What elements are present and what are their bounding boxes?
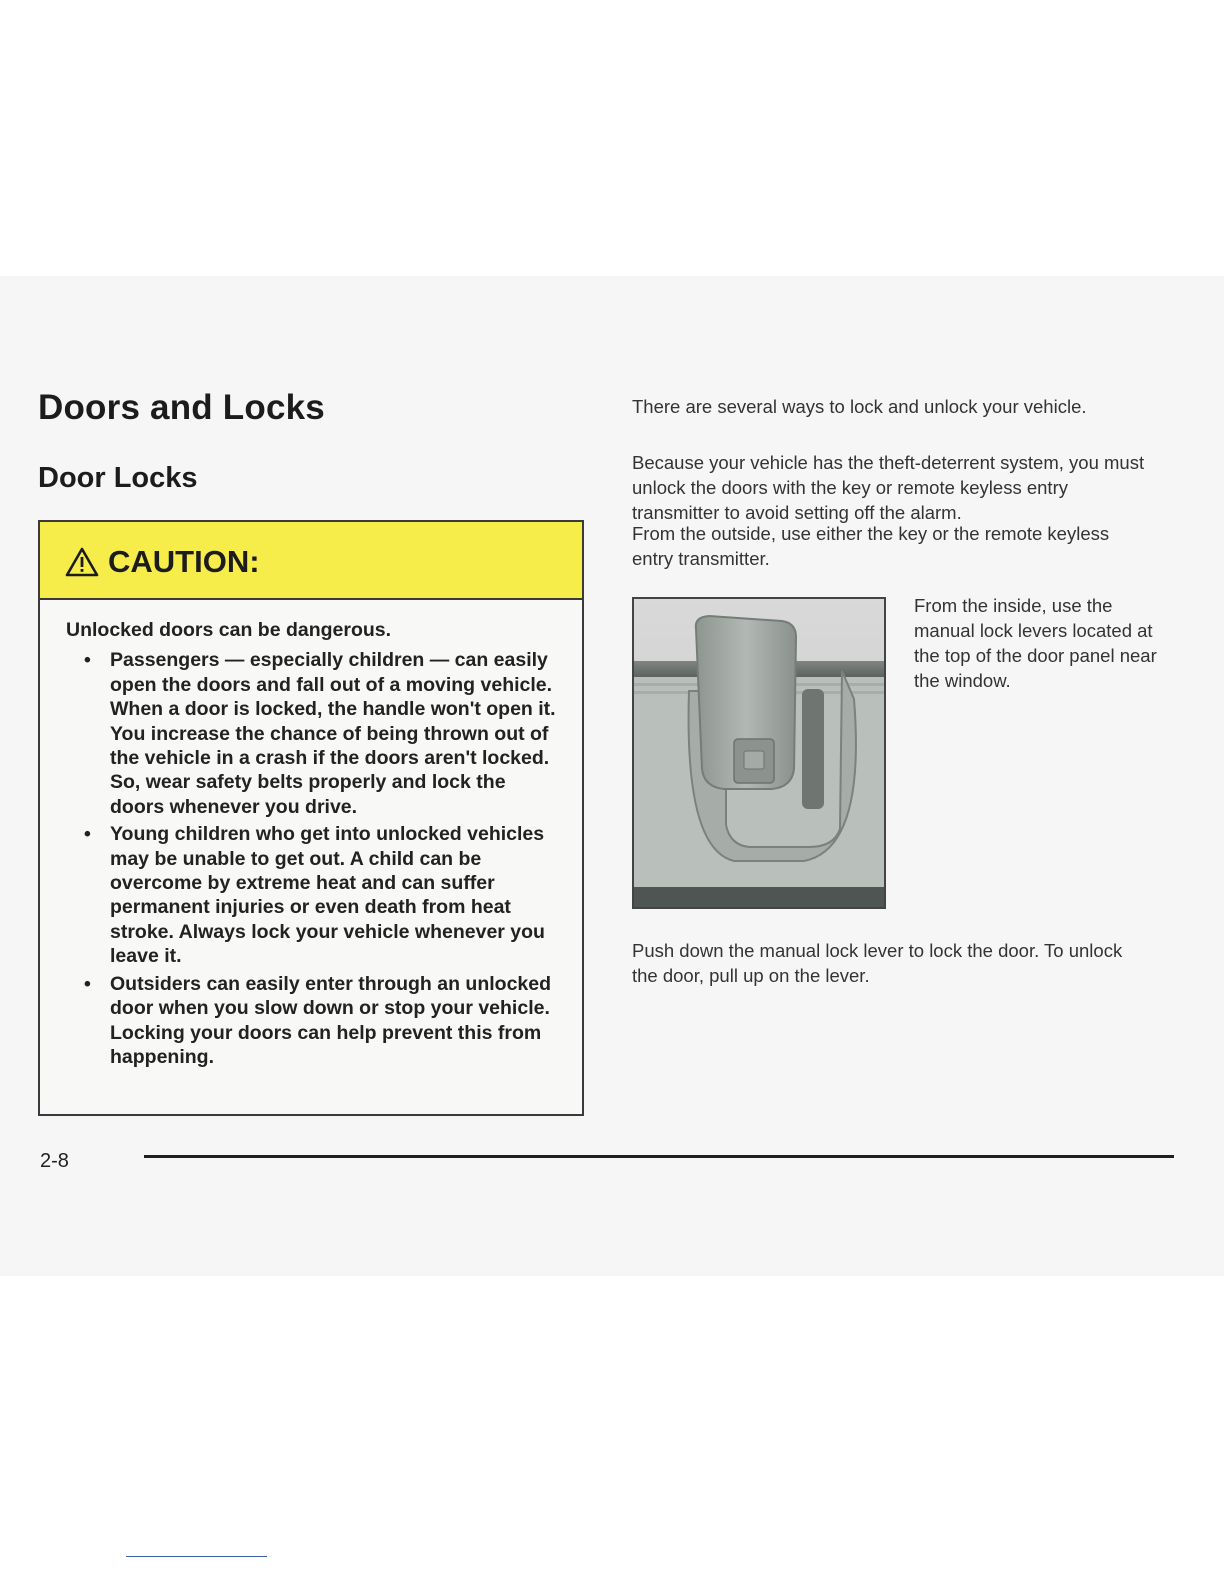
caution-box xyxy=(38,520,584,1116)
caution-title: CAUTION: xyxy=(108,544,260,579)
door-lock-lever-photo xyxy=(632,597,886,909)
caution-bullet-text: Young children who get into unlocked vehicles may be unable to get out. A child can be overcome by extreme heat and can suffer permanent injuries or even death from heat stroke. Always lock your vehicle whenever you leave it. xyxy=(110,823,545,968)
caution-bullet-text: Outsiders can easily enter through an unlocked door when you slow down or stop your vehicle. Locking your doors can help prevent this from happening. xyxy=(110,972,552,1068)
caution-header xyxy=(40,522,582,600)
paragraph-inside: From the inside, use the manual lock levers located at the top of the door panel near the window. xyxy=(914,595,1157,691)
page-number: 2-8 xyxy=(40,1150,69,1172)
footer-rule xyxy=(144,1155,1174,1158)
section-heading: Door Locks xyxy=(38,462,198,494)
paragraph-push-down: Push down the manual lock lever to lock the door. To unlock the door, pull up on the lever. xyxy=(632,940,1123,986)
page-title: Doors and Locks xyxy=(38,388,325,427)
caution-bullet-text: Passengers — especially children — can easily open the doors and fall out of a moving vehicle. When a door is locked, the handle won't open it. You increase the chance of being thrown out of the vehicle in a crash if the doors aren't locked. So, wear safety belts properly and lock the doors whenever you drive. xyxy=(110,649,556,818)
caution-lead: Unlocked doors can be dangerous. xyxy=(66,619,392,641)
caution-bullet xyxy=(66,648,562,819)
bullet-icon: • xyxy=(84,972,91,995)
caution-bullet xyxy=(66,822,562,968)
caution-list xyxy=(66,648,562,1069)
warning-triangle-icon xyxy=(64,546,100,578)
lock-lever-illustration xyxy=(634,599,884,907)
caution-body xyxy=(40,600,582,1069)
bullet-icon: • xyxy=(84,649,91,672)
paragraph-outside: From the outside, use either the key or the remote keyless entry transmitter. xyxy=(632,523,1110,569)
paragraph-lock-ways: There are several ways to lock and unlock your vehicle. xyxy=(632,396,1087,417)
caution-bullet xyxy=(66,972,562,1070)
paragraph-theft-deterrent: Because your vehicle has the theft-deterrent system, you must unlock the doors with the key or remote keyless entry transmitter to avoid setting off the alarm. xyxy=(632,452,1145,523)
bottom-rule xyxy=(126,1556,267,1557)
bullet-icon: • xyxy=(84,823,91,846)
